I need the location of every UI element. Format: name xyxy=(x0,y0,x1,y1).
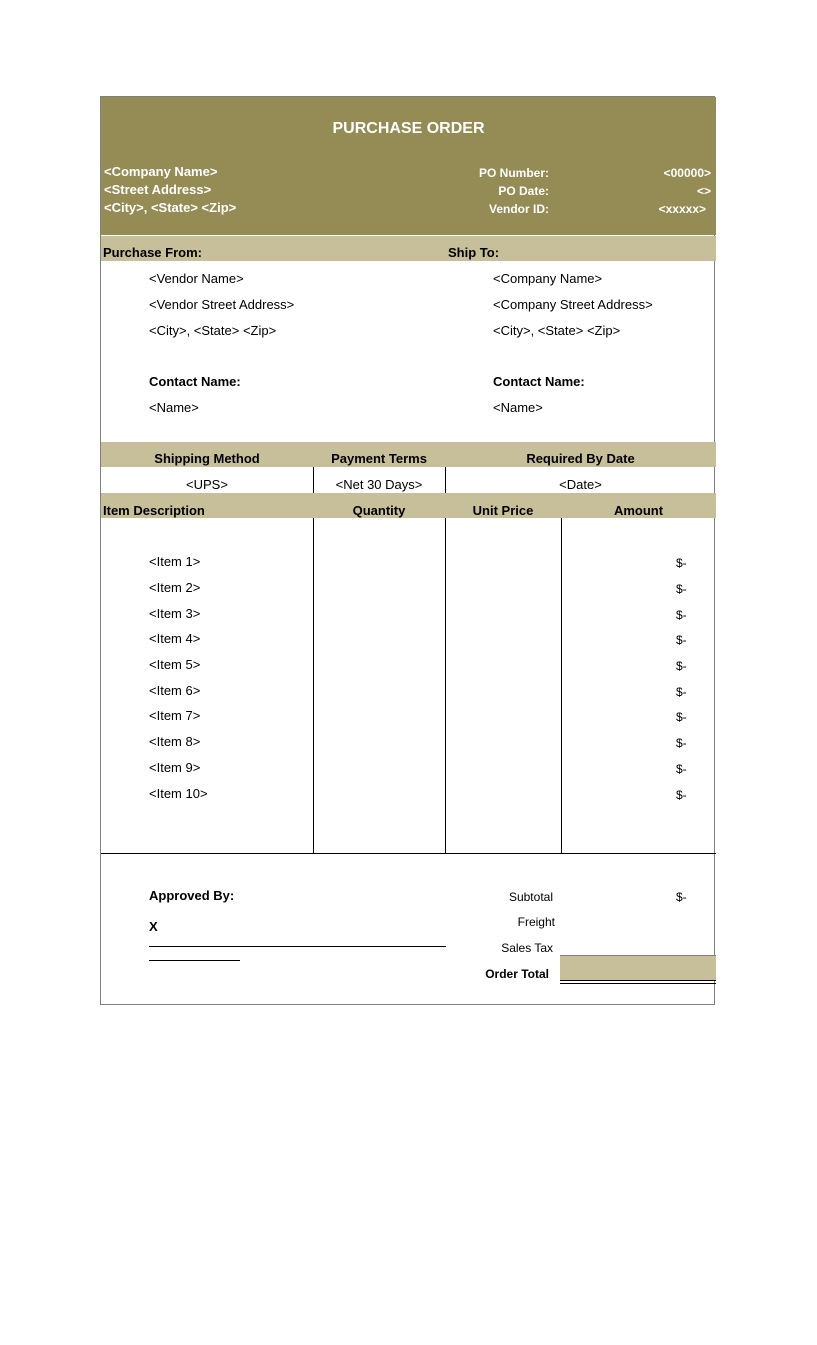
freight-label: Freight xyxy=(517,915,555,929)
item-description[interactable]: <Item 4> xyxy=(149,631,201,646)
item-description[interactable]: <Item 10> xyxy=(149,786,208,801)
vendor-city-state-zip[interactable]: <City>, <State> <Zip> xyxy=(149,323,277,338)
company-name: <Company Name> xyxy=(104,164,218,179)
sales-tax-label: Sales Tax xyxy=(501,941,553,955)
order-total-underline xyxy=(560,980,716,981)
order-total-underline xyxy=(560,983,716,984)
ship-to-city-state-zip[interactable]: <City>, <State> <Zip> xyxy=(493,323,621,338)
shipping-method-label: Shipping Method xyxy=(154,451,260,466)
payment-terms-value[interactable]: <Net 30 Days> xyxy=(335,477,423,492)
approved-by-label: Approved By: xyxy=(149,888,235,903)
item-amount: $- xyxy=(676,659,687,673)
column-header-unit-price: Unit Price xyxy=(472,503,534,518)
company-street-address: <Street Address> xyxy=(104,182,212,197)
item-amount: $- xyxy=(676,788,687,802)
ship-to-contact-name[interactable]: <Name> xyxy=(493,400,543,415)
shipping-method-value[interactable]: <UPS> xyxy=(186,477,228,492)
item-amount: $- xyxy=(676,633,687,647)
required-by-date-value[interactable]: <Date> xyxy=(559,477,602,492)
item-amount: $- xyxy=(676,762,687,776)
item-amount: $- xyxy=(676,582,687,596)
order-total-cell[interactable] xyxy=(560,956,716,980)
vendor-id-value[interactable]: <xxxxx> xyxy=(658,202,706,216)
page-title: PURCHASE ORDER xyxy=(332,120,485,137)
vendor-contact-label: Contact Name: xyxy=(149,374,241,389)
column-divider xyxy=(313,518,314,853)
vendor-name[interactable]: <Vendor Name> xyxy=(149,271,244,286)
column-header-item-description: Item Description xyxy=(103,503,205,518)
date-line[interactable] xyxy=(149,960,240,961)
ship-to-contact-label: Contact Name: xyxy=(493,374,585,389)
required-by-date-label: Required By Date xyxy=(526,451,635,466)
payment-terms-label: Payment Terms xyxy=(331,451,427,466)
item-description[interactable]: <Item 3> xyxy=(149,606,201,621)
ship-to-company-name[interactable]: <Company Name> xyxy=(493,271,603,286)
signature-mark: X xyxy=(149,919,158,934)
item-amount: $- xyxy=(676,556,687,570)
ship-to-street-address[interactable]: <Company Street Address> xyxy=(493,297,653,312)
column-divider xyxy=(561,518,562,853)
item-amount: $- xyxy=(676,685,687,699)
item-description[interactable]: <Item 8> xyxy=(149,734,201,749)
vendor-id-label: Vendor ID: xyxy=(488,202,549,216)
subtotal-value: $- xyxy=(676,890,687,904)
item-description[interactable]: <Item 6> xyxy=(149,683,201,698)
item-description[interactable]: <Item 9> xyxy=(149,760,201,775)
po-date-value[interactable]: <> xyxy=(696,184,711,198)
item-description[interactable]: <Item 1> xyxy=(149,554,201,569)
subtotal-label: Subtotal xyxy=(508,890,553,904)
item-amount: $- xyxy=(676,608,687,622)
order-total-label: Order Total xyxy=(485,967,549,981)
column-header-quantity: Quantity xyxy=(352,503,406,518)
item-amount: $- xyxy=(676,710,687,724)
item-amount: $- xyxy=(676,736,687,750)
signature-line[interactable] xyxy=(149,946,446,947)
purchase-order-sheet xyxy=(100,96,715,1005)
item-description[interactable]: <Item 5> xyxy=(149,657,201,672)
item-description[interactable]: <Item 7> xyxy=(149,708,201,723)
column-divider xyxy=(445,518,446,853)
po-number-value[interactable]: <00000> xyxy=(663,166,711,180)
items-bottom-border xyxy=(101,853,716,854)
vendor-street-address[interactable]: <Vendor Street Address> xyxy=(149,297,295,312)
po-number-label: PO Number: xyxy=(478,166,549,180)
ship-to-heading: Ship To: xyxy=(448,245,500,260)
item-description[interactable]: <Item 2> xyxy=(149,580,201,595)
column-header-amount: Amount xyxy=(613,503,664,518)
purchase-from-heading: Purchase From: xyxy=(103,245,202,260)
terms-divider xyxy=(313,467,314,493)
terms-divider xyxy=(445,467,446,493)
po-date-label: PO Date: xyxy=(498,184,549,198)
company-city-state-zip: <City>, <State> <Zip> xyxy=(104,200,237,215)
vendor-contact-name[interactable]: <Name> xyxy=(149,400,199,415)
